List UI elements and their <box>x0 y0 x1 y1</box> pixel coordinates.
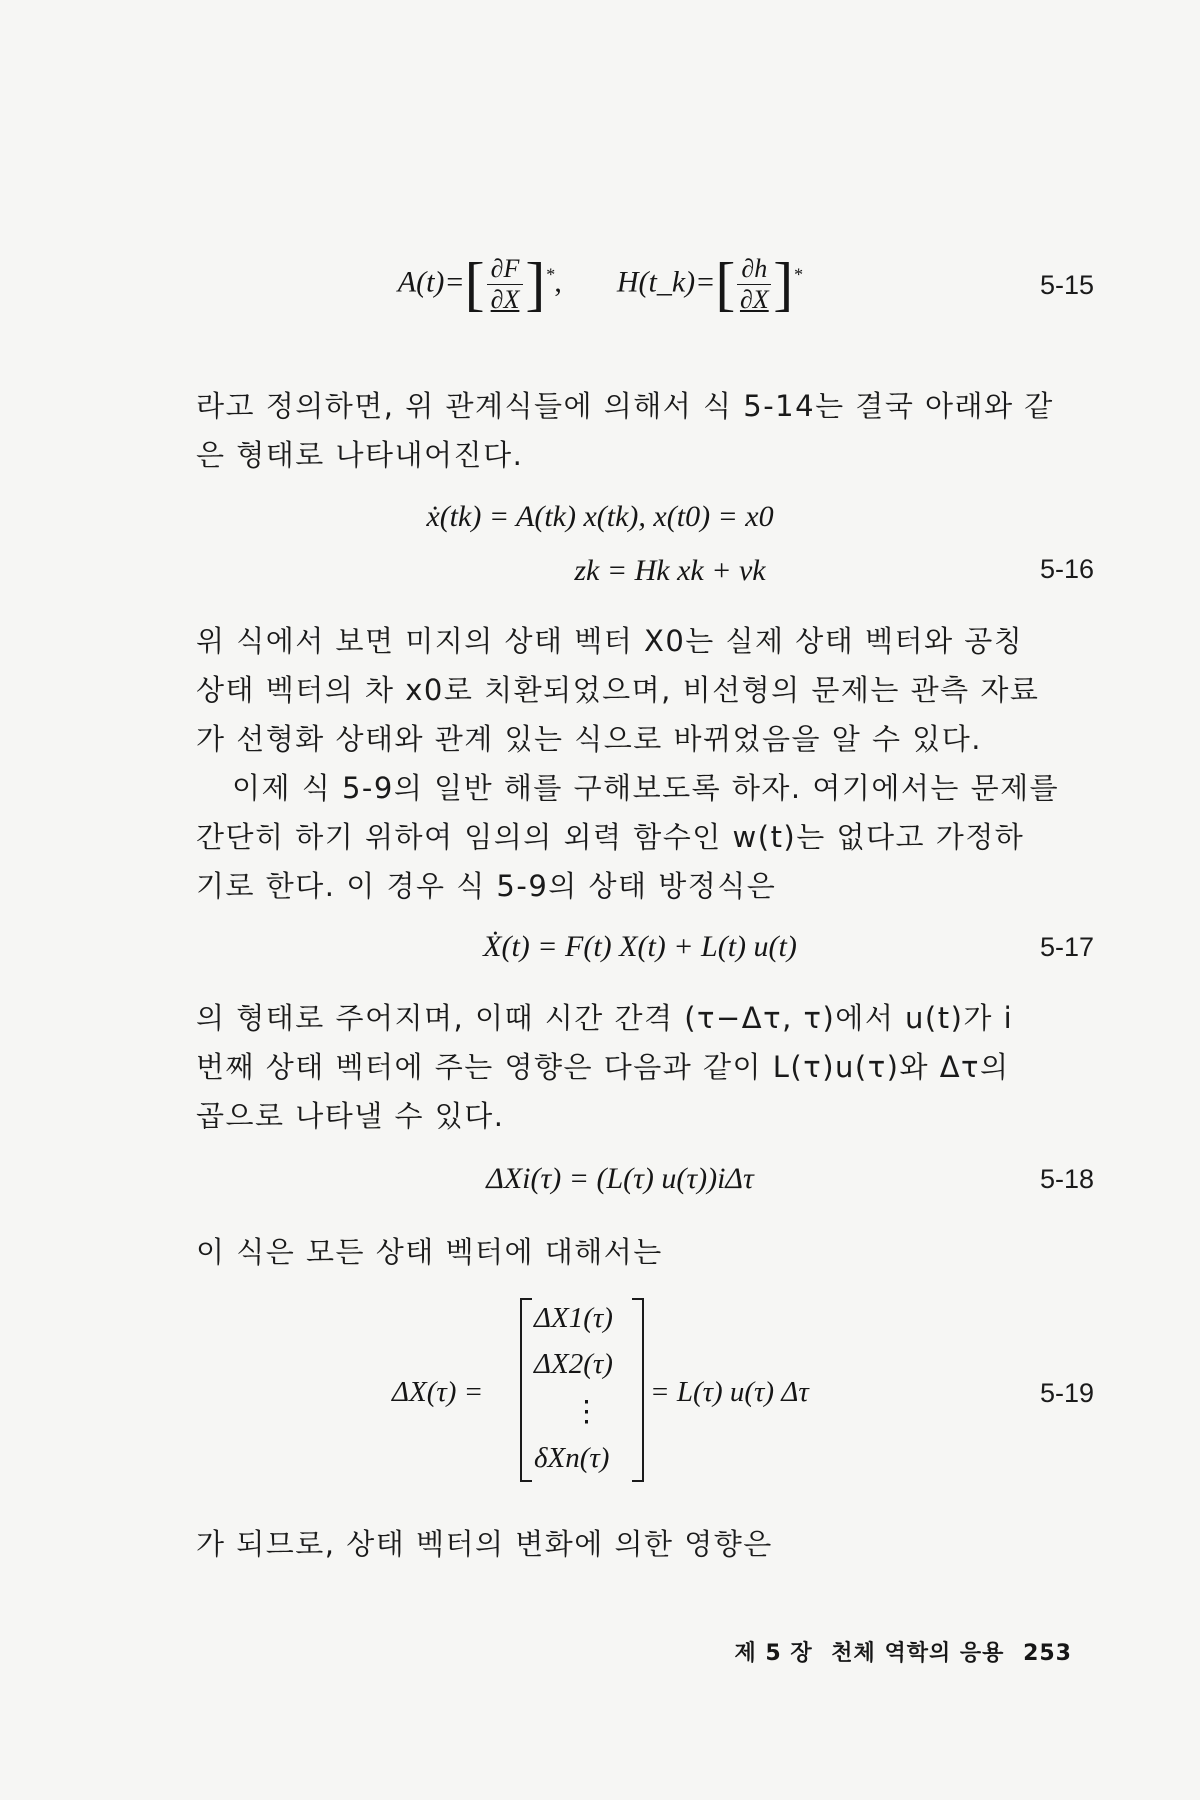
paragraph-line: 위 식에서 보면 미지의 상태 벡터 X0는 실제 상태 벡터와 공칭 <box>196 624 1024 658</box>
matrix-rhs: = L(τ) u(τ) Δτ <box>650 1376 809 1408</box>
right-bracket: ] <box>773 251 794 317</box>
paragraph-line: 곱으로 나타낼 수 있다. <box>196 1099 505 1133</box>
fraction-denominator: ∂X <box>490 285 520 314</box>
paragraph-line: 가 되므로, 상태 벡터의 변화에 의한 영향은 <box>196 1527 773 1561</box>
equation-5-15-body: A(t)=[ $\frac{\partial F}{\partial X}$ ]*, H(t_k)=[ $\frac{\partial h}{\partial X}$ ]* <box>397 251 803 317</box>
paragraph-line: 상태 벡터의 차 x0로 치환되었으며, 비선형의 문제는 관측 자료 <box>196 673 1040 707</box>
equation-5-17 <box>0 930 1200 980</box>
equation-number: 5-17 <box>1039 932 1094 962</box>
paragraph-line: 번째 상태 벡터에 주는 영향은 다음과 같이 L(τ)u(τ)와 Δτ의 <box>196 1050 1010 1084</box>
eq-5-15-lhs-h: H(t_k)= <box>616 265 716 299</box>
right-bracket: ] <box>525 251 546 317</box>
paragraph-line: 의 형태로 주어지며, 이때 시간 간격 (τ−Δτ, τ)에서 u(t)가 i <box>196 1001 1014 1035</box>
left-bracket: [ <box>715 251 736 317</box>
paragraph-1 <box>196 382 1096 480</box>
paragraph-line: 간단히 하기 위하여 임의의 외력 함수인 w(t)는 없다고 가정하 <box>196 820 1025 854</box>
paragraph-3 <box>196 994 1096 1141</box>
equation-5-18 <box>0 1162 1200 1212</box>
eq-5-15-lhs-a: A(t)= <box>397 265 465 299</box>
paragraph-line: 라고 정의하면, 위 관계식들에 의해서 식 5-14는 결국 아래와 같 <box>196 389 1054 423</box>
paragraph-2 <box>196 617 1096 911</box>
footer-chapter-title: 천체 역학의 응용 <box>831 1641 1005 1666</box>
left-bracket: [ <box>464 251 485 317</box>
equation-number: 5-19 <box>1039 1378 1094 1408</box>
star-superscript: * <box>793 264 803 285</box>
running-footer <box>724 1636 1072 1667</box>
matrix-left-bracket <box>520 1298 532 1482</box>
paragraph-line: 이 식은 모든 상태 벡터에 대해서는 <box>196 1235 663 1269</box>
matrix-row-ellipsis: ⋮ <box>572 1396 601 1428</box>
fraction-denominator: ∂X <box>739 285 769 314</box>
fraction-dh-dX <box>737 254 771 315</box>
matrix-row: δXn(τ) <box>534 1442 610 1474</box>
footer-chapter: 제 5 장 <box>734 1641 813 1666</box>
paragraph-line: 은 형태로 나타내어진다. <box>196 438 524 472</box>
equation-number: 5-15 <box>1039 270 1094 300</box>
equation-5-19 <box>0 1298 1200 1482</box>
equation-5-16-line-2: zk = Hk xk + vk <box>574 554 766 587</box>
equation-number: 5-16 <box>1039 554 1094 584</box>
star-superscript: * <box>545 264 555 285</box>
equation-number: 5-18 <box>1039 1164 1094 1194</box>
fraction-numerator: ∂h <box>737 254 771 285</box>
paragraph-line: 이제 식 5-9의 일반 해를 구해보도록 하자. 여기에서는 문제를 <box>232 771 1060 805</box>
fraction-dF-dX <box>487 254 524 315</box>
equation-5-16-line-1: ẋ(tk) = A(tk) x(tk), x(t0) = x0 <box>426 500 774 533</box>
paragraph-line: 가 선형화 상태와 관계 있는 식으로 바뀌었음을 알 수 있다. <box>196 722 983 756</box>
equation-5-15 <box>0 250 1200 320</box>
paragraph-4 <box>196 1228 1096 1277</box>
equation-5-18-body: ΔXi(τ) = (L(τ) u(τ))iΔτ <box>486 1162 754 1195</box>
fraction-numerator: ∂F <box>487 254 524 285</box>
paragraph-line: 기로 한다. 이 경우 식 5-9의 상태 방정식은 <box>196 869 777 903</box>
matrix-right-bracket <box>632 1298 644 1482</box>
matrix-row: ΔX2(τ) <box>534 1348 613 1380</box>
equation-5-17-body: Ẋ(t) = F(t) X(t) + L(t) u(t) <box>483 930 797 963</box>
paragraph-5 <box>196 1520 1096 1569</box>
page-number: 253 <box>1023 1641 1072 1666</box>
equation-5-16 <box>0 500 1200 610</box>
matrix-lhs: ΔX(τ) = <box>392 1376 484 1408</box>
matrix-row: ΔX1(τ) <box>534 1302 613 1334</box>
